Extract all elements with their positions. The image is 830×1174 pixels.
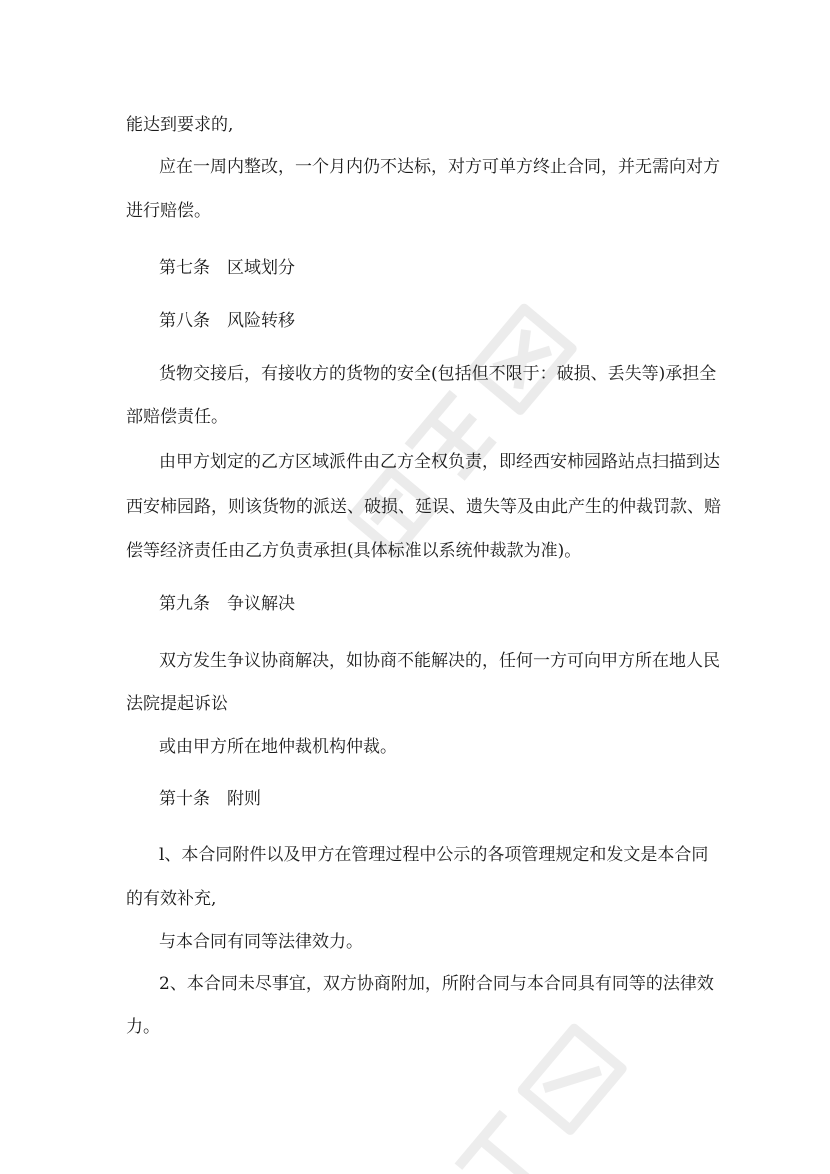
paragraph-line: l、本合同附件以及甲方在管理过程中公示的各项管理规定和发文是本合同 bbox=[159, 845, 709, 865]
paragraph-line: 2、本合同未尽事宜，双方协商附加，所附合同与本合同具有同等的法律效 bbox=[159, 974, 714, 994]
paragraph-line: 西安柿园路，则该货物的派送、破损、延误、遗失等及由此产生的仲裁罚款、赔 bbox=[126, 497, 721, 517]
paragraph-line: 或由甲方所在地仲裁机构仲裁。 bbox=[159, 737, 397, 757]
section-heading: 第七条 区域划分 bbox=[159, 258, 295, 278]
paragraph-line: 货物交接后，有接收方的货物的安全(包括但不限于：破损、丢失等)承担全 bbox=[159, 364, 717, 384]
paragraph-line: 力。 bbox=[126, 1017, 160, 1037]
section-heading: 第八条 风险转移 bbox=[159, 311, 295, 331]
paragraph-line: 部赔偿责任。 bbox=[126, 407, 228, 427]
section-heading: 第十条 附则 bbox=[159, 789, 261, 809]
paragraph-line: 由甲方划定的乙方区域派件由乙方全权负责，即经西安柿园路站点扫描到达 bbox=[159, 452, 720, 472]
paragraph-line: 的有效补充, bbox=[126, 889, 217, 909]
paragraph-line: 能达到要求的, bbox=[126, 115, 234, 135]
section-heading: 第九条 争议解决 bbox=[159, 594, 295, 614]
paragraph-line: 进行赔偿。 bbox=[126, 201, 211, 221]
paragraph-line: 应在一周内整改，一个月内仍不达标，对方可单方终止合同，并无需向对方 bbox=[159, 157, 720, 177]
paragraph-line: 与本合同有同等法律效力。 bbox=[159, 932, 363, 952]
paragraph-line: 双方发生争议协商解决，如协商不能解决的，任何一方可向甲方所在地人民 bbox=[159, 651, 720, 671]
paragraph-line: 法院提起诉讼 bbox=[126, 694, 228, 714]
paragraph-line: 偿等经济责任由乙方负责承担(具体标准以系统仲裁款为准)。 bbox=[126, 541, 582, 561]
